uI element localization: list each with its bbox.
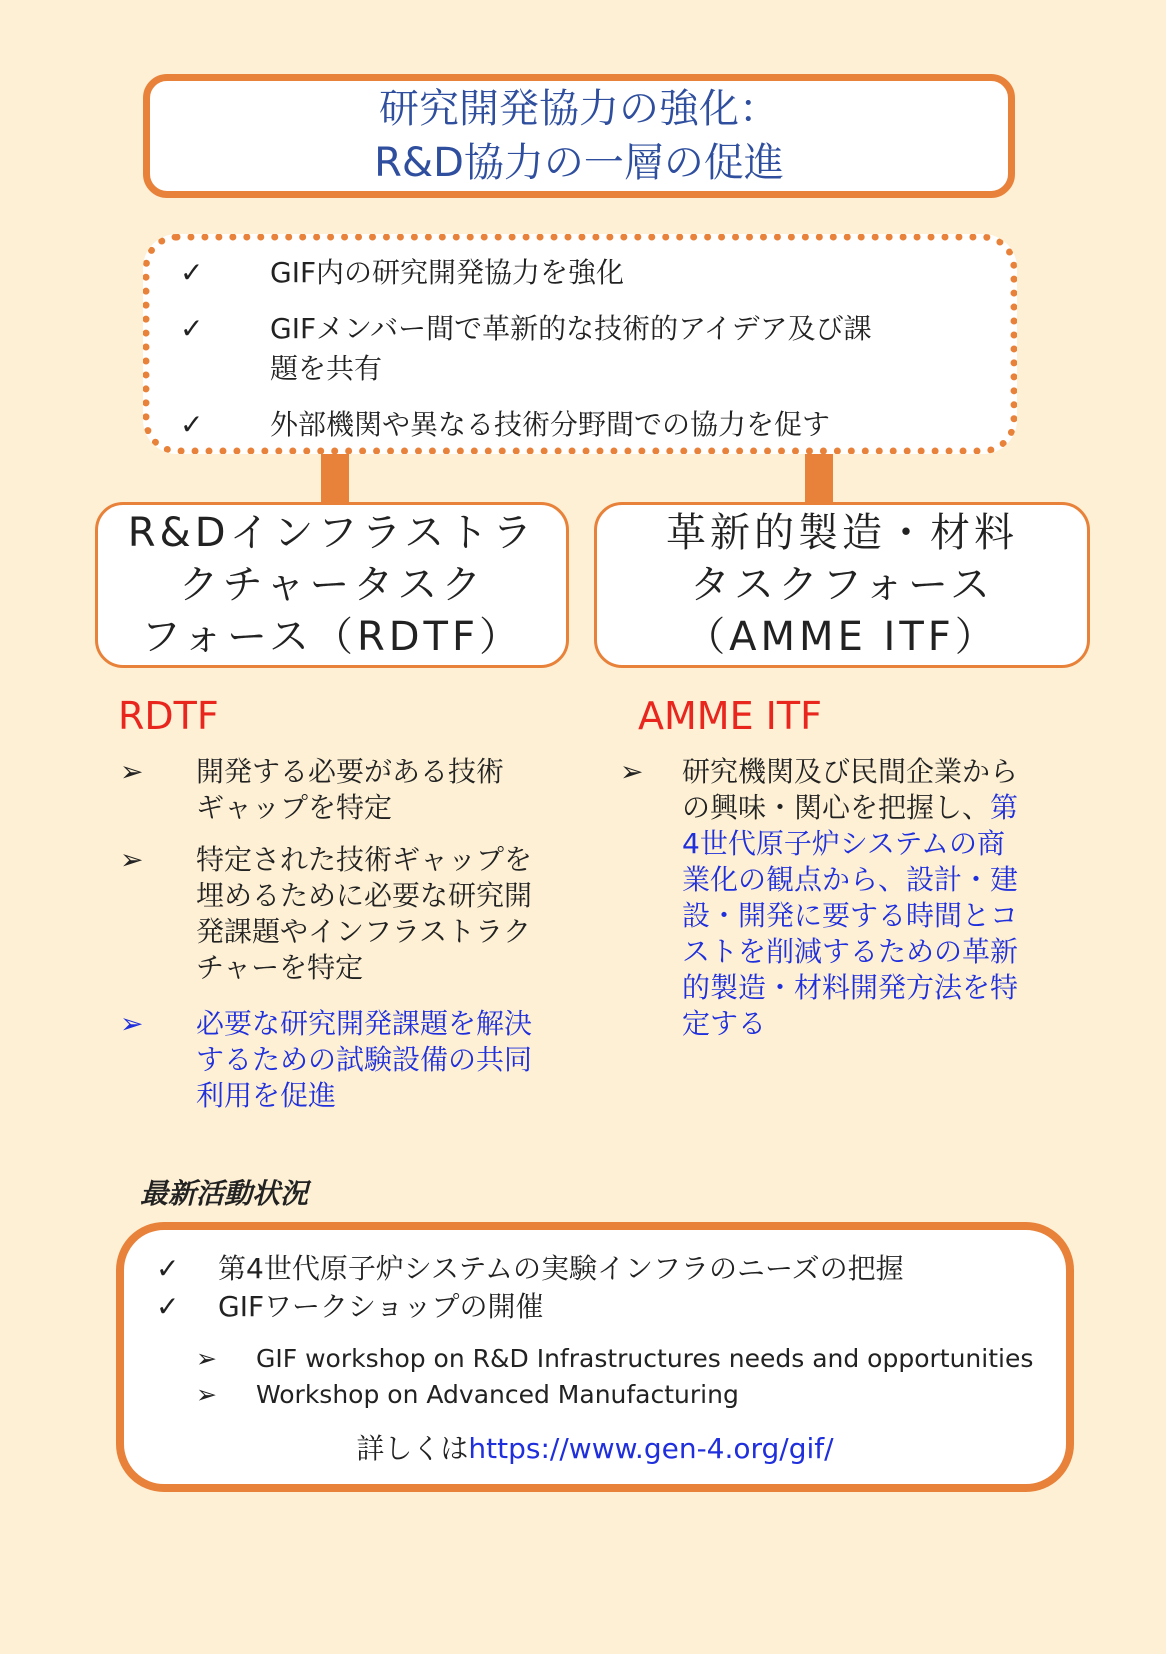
- arrow-bullet-icon: ➢: [120, 843, 144, 876]
- amme-box: [594, 502, 1090, 668]
- check-icon: ✓: [180, 312, 204, 345]
- bullet-line: 埋めるために必要な研究開: [196, 879, 533, 912]
- check-icon: ✓: [156, 1252, 180, 1285]
- latest-item-text: GIFワークショップの開催: [218, 1290, 544, 1323]
- rdtf-box: [95, 502, 569, 668]
- amme-heading: AMME ITF: [638, 694, 822, 738]
- point-text: 外部機関や異なる技術分野間での協力を促す: [270, 408, 831, 441]
- point-text: GIF内の研究開発協力を強化: [270, 256, 625, 289]
- connector-right: [805, 454, 833, 502]
- bullet-line: ストを削減するための革新: [682, 935, 1019, 968]
- rdtf-box-line-3: フォース（RDTF）: [140, 614, 524, 660]
- arrow-bullet-icon: ➢: [120, 1007, 144, 1040]
- key-points-box: [143, 234, 1017, 454]
- latest-sub-item-text: Workshop on Advanced Manufacturing: [256, 1380, 739, 1409]
- amme-box-line-3: （AMME ITF）: [685, 614, 999, 660]
- bullet-line: 利用を促進: [196, 1079, 337, 1112]
- rdtf-heading: RDTF: [118, 694, 219, 738]
- bullet-line: チャーを特定: [196, 951, 364, 984]
- title-line-2: R&D協力の一層の促進: [374, 140, 784, 186]
- bullet-line: 4世代原子炉システムの商: [682, 827, 1006, 860]
- check-icon: ✓: [180, 256, 204, 289]
- more-info-row: [124, 1430, 1066, 1468]
- arrow-bullet-icon: ➢: [196, 1380, 217, 1409]
- bullet-line: 特定された技術ギャップを: [196, 843, 533, 876]
- gen4-link[interactable]: https://www.gen-4.org/gif/: [468, 1432, 834, 1465]
- bullet-line: 開発する必要がある技術: [196, 755, 505, 788]
- bullet-line: 業化の観点から、設計・建: [682, 863, 1019, 896]
- arrow-bullet-icon: ➢: [196, 1344, 217, 1373]
- connector-left: [321, 454, 349, 502]
- bullet-line: 定する: [682, 1007, 767, 1040]
- check-icon: ✓: [180, 408, 204, 441]
- bullet-line: 設・開発に要する時間とコ: [682, 899, 1019, 932]
- amme-box-line-1: 革新的製造・材料: [666, 510, 1018, 556]
- bullet-line: 発課題やインフラストラク: [196, 915, 532, 948]
- bullet-line: ギャップを特定: [196, 791, 393, 824]
- rdtf-box-line-2: クチャータスク: [178, 562, 486, 608]
- latest-item-text: 第4世代原子炉システムの実験インフラのニーズの把握: [218, 1252, 904, 1285]
- title-line-1: 研究開発協力の強化：: [379, 86, 779, 132]
- latest-activity-title: 最新活動状況: [140, 1177, 309, 1210]
- bullet-line: 的製造・材料開発方法を特: [682, 971, 1019, 1004]
- rdtf-box-line-1: R&Dインフラストラ: [127, 510, 537, 556]
- latest-sub-item-text: GIF workshop on R&D Infrastructures needs and opportunities: [256, 1344, 1034, 1373]
- arrow-bullet-icon: ➢: [120, 755, 144, 788]
- amme-box-line-2: タスクフォース: [690, 562, 994, 608]
- bullet-line: 必要な研究開発課題を解決: [196, 1007, 533, 1040]
- bullet-line: の興味・関心を把握し、第: [682, 791, 1019, 824]
- check-icon: ✓: [156, 1290, 180, 1323]
- point-text-line-2: 題を共有: [270, 352, 383, 385]
- arrow-bullet-icon: ➢: [620, 755, 644, 788]
- point-text-line-1: GIFメンバー間で革新的な技術的アイデア及び課: [270, 312, 872, 345]
- title-box: [143, 74, 1015, 198]
- bullet-line: するための試験設備の共同: [196, 1043, 533, 1076]
- bullet-line: 研究機関及び民間企業から: [682, 755, 1019, 788]
- more-info-prefix: 詳しくは: [356, 1432, 469, 1465]
- latest-activity-box: [116, 1222, 1074, 1492]
